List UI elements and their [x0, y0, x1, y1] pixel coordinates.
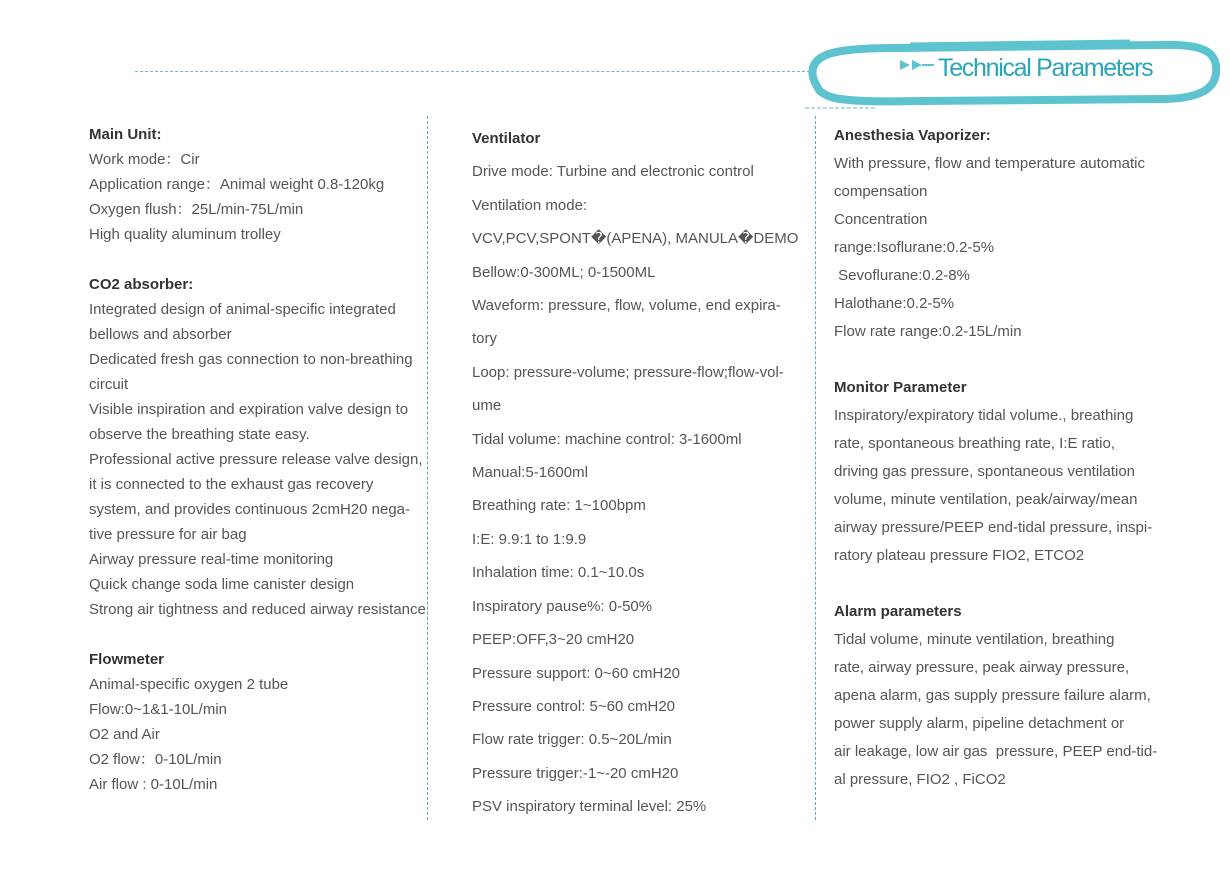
spec-line: tory: [472, 330, 498, 348]
spec-line: airway pressure/PEEP end-tidal pressure, inspi-: [834, 519, 1153, 536]
section-title: Alarm parameters: [834, 603, 962, 620]
section-title: Ventilator: [472, 130, 541, 147]
spec-line: Work mode：Cir: [89, 151, 200, 168]
spec-line: Pressure support: 0~60 cmH20: [472, 664, 681, 682]
spec-line: Halothane:0.2-5%: [834, 295, 955, 312]
spec-line: O2 flow：0-10L/min: [89, 751, 222, 768]
spec-line: Strong air tightness and reduced airway resistance: [89, 601, 426, 618]
spec-line: power supply alarm, pipeline detachment or: [834, 715, 1125, 732]
spec-line: PEEP:OFF,3~20 cmH20: [472, 631, 635, 649]
double-chevron-right-icon: [900, 60, 934, 70]
spec-line: VCV,PCV,SPONT�(APENA), MANULA�DEMO: [472, 230, 799, 248]
section-title: Main Unit:: [89, 126, 162, 143]
spec-line: ume: [472, 397, 502, 415]
spec-line: Tidal volume, minute ventilation, breathing: [834, 631, 1115, 648]
spec-line: Concentration: [834, 211, 928, 228]
spec-line: Bellow:0-300ML; 0-1500ML: [472, 263, 656, 281]
spec-line: circuit: [89, 376, 129, 393]
spec-line: Tidal volume: machine control: 3-1600ml: [472, 430, 742, 448]
section-title: CO2 absorber:: [89, 276, 194, 293]
section-title: Monitor Parameter: [834, 379, 967, 396]
spec-line: Inhalation time: 0.1~10.0s: [472, 564, 645, 582]
spec-line: it is connected to the exhaust gas recovery: [89, 476, 374, 493]
spec-line: Flow:0~1&1-10L/min: [89, 701, 227, 718]
spec-line: Loop: pressure-volume; pressure-flow;flow-vol-: [472, 363, 784, 381]
column-left: [89, 122, 425, 797]
header-title: Technical Parameters: [938, 54, 1153, 82]
spec-line: rate, airway pressure, peak airway pressure,: [834, 659, 1130, 676]
spec-line: system, and provides continuous 2cmH20 nega-: [89, 501, 411, 518]
column-right: [834, 122, 1174, 794]
section-flowmeter: [89, 647, 425, 797]
spec-line: air leakage, low air gas pressure, PEEP end-tid-: [834, 743, 1158, 760]
section-monitor-parameter: [834, 374, 1174, 570]
section-co2-absorber: [89, 272, 425, 622]
column-divider-right: [815, 116, 816, 820]
spec-line: apena alarm, gas supply pressure failure alarm,: [834, 687, 1151, 704]
section-anesthesia-vaporizer: [834, 122, 1174, 346]
spec-line: tive pressure for air bag: [89, 526, 247, 543]
spec-line: Inspiratory/expiratory tidal volume., breathing: [834, 407, 1134, 424]
section-main-unit: [89, 122, 425, 247]
column-middle: [472, 122, 797, 824]
spec-line: Airway pressure real-time monitoring: [89, 551, 334, 568]
spec-line: Drive mode: Turbine and electronic control: [472, 163, 754, 181]
spec-line: Oxygen flush：25L/min-75L/min: [89, 201, 304, 218]
spec-line: Integrated design of animal-specific integrated: [89, 301, 396, 318]
spec-line: Breathing rate: 1~100bpm: [472, 497, 646, 515]
spec-line: Visible inspiration and expiration valve design to: [89, 401, 409, 418]
spec-line: Air flow : 0-10L/min: [89, 776, 218, 793]
spec-line: driving gas pressure, spontaneous ventilation: [834, 463, 1136, 480]
spec-line: Ventilation mode:: [472, 196, 588, 214]
spec-line: Pressure trigger:-1~-20 cmH20: [472, 764, 679, 782]
spec-line: compensation: [834, 183, 928, 200]
spec-line: ratory plateau pressure FIO2, ETCO2: [834, 547, 1085, 564]
spec-line: Animal-specific oxygen 2 tube: [89, 676, 289, 693]
spec-line: Sevoflurane:0.2-8%: [834, 267, 970, 284]
spec-line: Waveform: pressure, flow, volume, end expira-: [472, 297, 781, 315]
section-title: Anesthesia Vaporizer:: [834, 127, 991, 144]
spec-line: Inspiratory pause%: 0-50%: [472, 597, 653, 615]
spec-line: bellows and absorber: [89, 326, 232, 343]
spec-line: volume, minute ventilation, peak/airway/mean: [834, 491, 1138, 508]
spec-line: Flow rate trigger: 0.5~20L/min: [472, 731, 672, 749]
spec-line: Professional active pressure release valve design,: [89, 451, 423, 468]
column-divider-left: [427, 116, 428, 820]
spec-line: Dedicated fresh gas connection to non-breathing: [89, 351, 413, 368]
spec-line: Quick change soda lime canister design: [89, 576, 355, 593]
spec-line: I:E: 9.9:1 to 1:9.9: [472, 530, 587, 548]
spec-line: range:Isoflurane:0.2-5%: [834, 239, 995, 256]
spec-line: High quality aluminum trolley: [89, 226, 281, 243]
spec-line: Flow rate range:0.2-15L/min: [834, 323, 1022, 340]
spec-line: O2 and Air: [89, 726, 160, 743]
spec-line: Pressure control: 5~60 cmH20: [472, 697, 676, 715]
section-title: Flowmeter: [89, 651, 165, 668]
header-dashed-line: [135, 71, 815, 72]
spec-line: PSV inspiratory terminal level: 25%: [472, 798, 707, 816]
spec-line: With pressure, flow and temperature automatic: [834, 155, 1145, 172]
spec-line: Manual:5-1600ml: [472, 464, 588, 482]
spec-line: al pressure, FIO2 , FiCO2: [834, 771, 1006, 788]
section-alarm-parameters: [834, 598, 1174, 794]
spec-line: rate, spontaneous breathing rate, I:E ratio,: [834, 435, 1116, 452]
spec-line: observe the breathing state easy.: [89, 426, 310, 443]
section-ventilator: [472, 122, 797, 824]
spec-line: Application range：Animal weight 0.8-120kg: [89, 176, 385, 193]
